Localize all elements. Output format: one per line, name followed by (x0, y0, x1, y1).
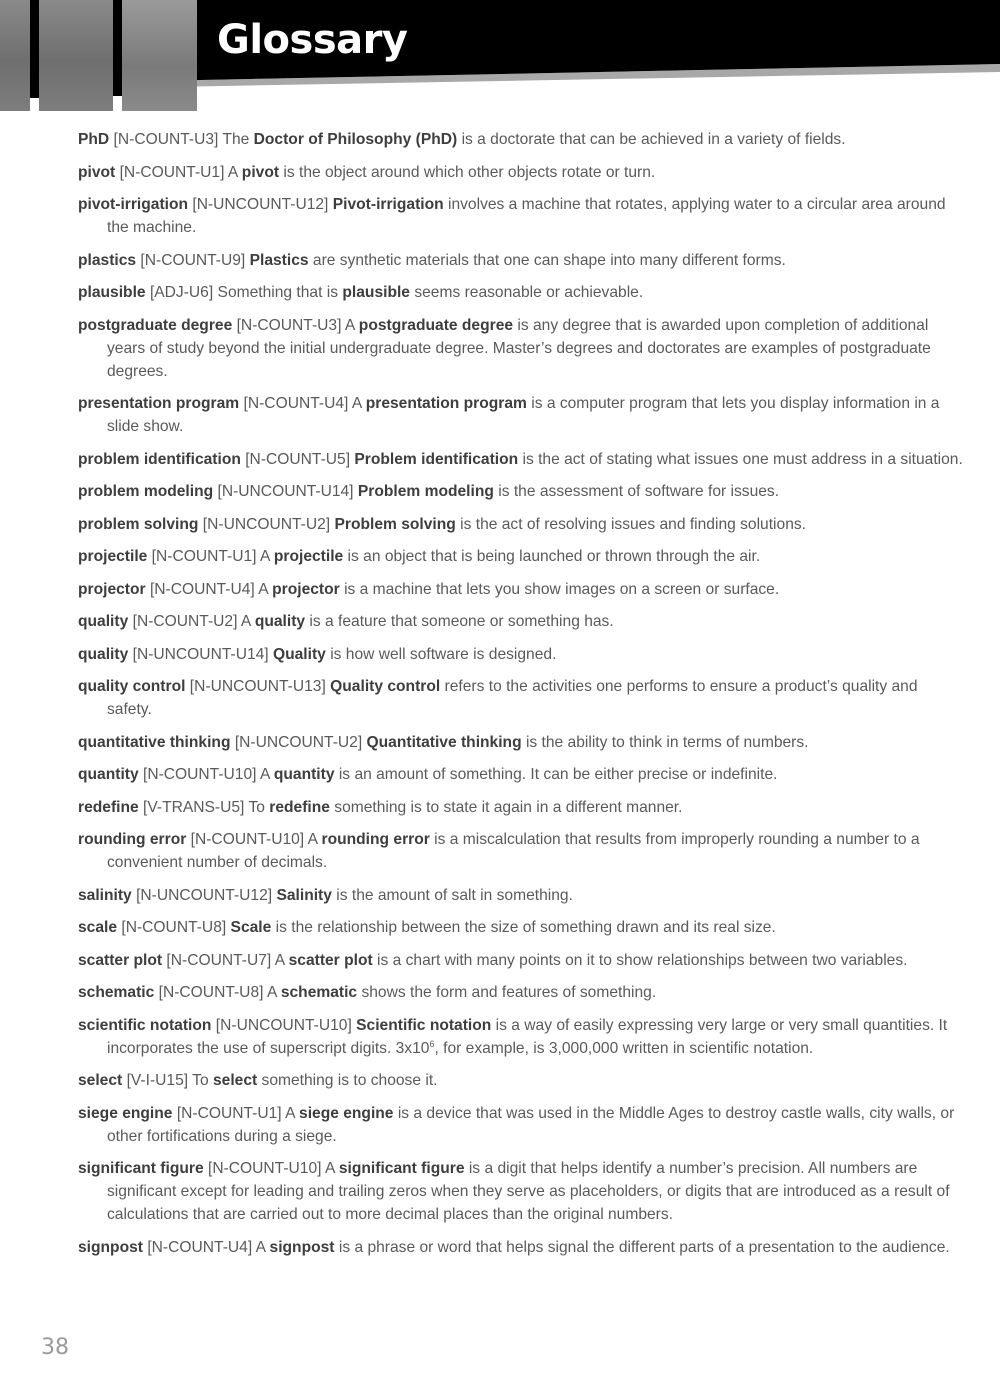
definition-text: is the object around which other objects rotate or turn. (283, 163, 656, 181)
glossary-entry (78, 731, 963, 754)
glossary-term: presentation program (78, 395, 240, 412)
glossary-entry (78, 1014, 963, 1060)
definition-text: something is to state it again in a different manner. (334, 798, 683, 816)
definition-keyword: Problem solving (334, 515, 456, 533)
glossary-entry (78, 796, 963, 819)
definition-keyword: siege engine (299, 1104, 394, 1122)
part-of-speech-tag: [N-UNCOUNT-U14] (217, 483, 354, 500)
part-of-speech-tag: [N-COUNT-U1] (176, 1104, 282, 1122)
part-of-speech-tag: [N-UNCOUNT-U2] (234, 733, 363, 751)
definition-text: is a doctorate that can be achieved in a variety of fields. (461, 131, 846, 148)
glossary-term: select (78, 1072, 123, 1089)
definition-keyword: quality (254, 613, 306, 630)
glossary-entry (78, 578, 963, 601)
header-stripe-gap (30, 0, 39, 98)
definition-text: is the amount of salt in something. (336, 886, 573, 904)
definition-keyword: pivot (241, 163, 280, 181)
glossary-entry (78, 610, 963, 633)
glossary-term: pivot (78, 163, 116, 181)
glossary-list (78, 128, 963, 1268)
part-of-speech-tag: [N-COUNT-U10] (142, 766, 257, 783)
glossary-entry (78, 1157, 963, 1226)
definition-keyword: select (212, 1072, 258, 1089)
glossary-entry (78, 513, 963, 536)
glossary-entry (78, 1069, 963, 1092)
definition-text: is a phrase or word that helps signal the different parts of a presentation to the audience. (338, 1238, 950, 1256)
glossary-term: scatter plot (78, 951, 163, 969)
definition-keyword: redefine (269, 798, 330, 816)
glossary-entry (78, 193, 963, 239)
header-stripe-gap (113, 0, 122, 96)
glossary-entry (78, 675, 963, 721)
glossary-term: problem modeling (78, 483, 214, 500)
glossary-entry (78, 884, 963, 907)
glossary-entry (78, 763, 963, 786)
part-of-speech-tag: [N-COUNT-U1] (119, 163, 225, 181)
definition-text: is a feature that someone or something has. (309, 613, 614, 630)
part-of-speech-tag: [N-COUNT-U9] (140, 251, 246, 269)
definition-text: refers to the activities one performs to ensure a product’s quality and safety. (107, 678, 918, 718)
glossary-entry (78, 545, 963, 568)
definition-text: is a way of easily expressing very large or very small quantities. It incorporates the use of superscript digits. 3x10 (107, 1016, 948, 1057)
definition-text: involves a machine that rotates, applying water to a circular area around the machine. (107, 196, 946, 236)
glossary-term: projectile (78, 548, 148, 565)
page-title: Glossary (217, 17, 408, 63)
part-of-speech-tag: [V-I-U15] (126, 1072, 189, 1089)
part-of-speech-tag: [N-UNCOUNT-U10] (215, 1016, 352, 1034)
glossary-entry (78, 448, 963, 471)
glossary-entry (78, 161, 963, 184)
glossary-term: schematic (78, 984, 155, 1001)
definition-keyword: scatter plot (288, 951, 373, 969)
glossary-entry (78, 281, 963, 304)
definition-keyword: schematic (280, 984, 358, 1001)
definition-text: are synthetic materials that one can shape into many different forms. (312, 251, 786, 269)
definition-keyword: Quality control (330, 678, 441, 695)
glossary-term: redefine (78, 798, 139, 816)
glossary-term: projector (78, 580, 146, 598)
glossary-term: problem identification (78, 450, 241, 468)
definition-text: is the ability to think in terms of numbers. (525, 733, 809, 751)
glossary-term: scale (78, 919, 118, 936)
part-of-speech-tag: [N-COUNT-U1] (151, 548, 257, 565)
definition-text: is the act of stating what issues one must address in a situation. (522, 450, 963, 468)
glossary-term: postgraduate degree (78, 316, 233, 334)
part-of-speech-tag: [N-COUNT-U8] (158, 984, 264, 1001)
glossary-entry (78, 1236, 963, 1259)
glossary-term: quality (78, 645, 129, 663)
glossary-entry (78, 981, 963, 1004)
part-of-speech-tag: [ADJ-U6] (149, 284, 214, 301)
definition-text: is the relationship between the size of something drawn and its real size. (275, 919, 776, 936)
definition-keyword: quantity (273, 766, 335, 783)
definition-keyword: projector (272, 580, 340, 598)
glossary-entry (78, 643, 963, 666)
part-of-speech-tag: [N-COUNT-U4] (149, 580, 255, 598)
definition-text: is any degree that is awarded upon completion of additional years of study beyond the initial undergraduate degree. Master’s degrees and doctorates are examples of postgraduate degrees. (107, 316, 931, 380)
definition-keyword: Problem identification (354, 450, 519, 468)
part-of-speech-tag: [N-COUNT-U2] (132, 613, 238, 630)
page-header (0, 0, 1000, 112)
definition-keyword: projectile (273, 548, 344, 565)
part-of-speech-tag: [V-TRANS-U5] (143, 798, 245, 816)
glossary-term: problem solving (78, 515, 199, 533)
definition-lead: A (274, 951, 285, 969)
glossary-term: pivot-irrigation (78, 196, 189, 213)
glossary-entry (78, 480, 963, 503)
definition-text: seems reasonable or achievable. (414, 284, 644, 301)
definition-keyword: Quantitative thinking (366, 733, 522, 751)
definition-keyword: significant figure (338, 1160, 465, 1177)
definition-text: is a miscalculation that results from improperly rounding a number to a convenient number of decimals. (107, 831, 920, 871)
header-stripe (39, 0, 113, 111)
definition-keyword: Scientific notation (356, 1016, 492, 1034)
definition-text: is a chart with many points on it to show relationships between two variables. (377, 951, 908, 969)
definition-lead: To (248, 798, 265, 816)
definition-text: is a digit that helps identify a number’s precision. All numbers are significant except for leading and trailing zeros when they serve as placeholders, or digits that are introduced as a result of calculations that are carried out to more decimal places than the original numbers. (107, 1160, 950, 1223)
definition-text: is the assessment of software for issues. (498, 483, 780, 500)
glossary-term: PhD (78, 131, 110, 148)
glossary-term: plausible (78, 284, 146, 301)
definition-text: is the act of resolving issues and finding solutions. (460, 515, 806, 533)
glossary-term: signpost (78, 1238, 143, 1256)
definition-text: is how well software is designed. (330, 645, 557, 663)
glossary-term: rounding error (78, 831, 187, 848)
definition-text: is a machine that lets you show images on a screen or surface. (344, 580, 780, 598)
part-of-speech-tag: [N-COUNT-U3] (113, 131, 219, 148)
definition-lead: A (351, 395, 362, 412)
part-of-speech-tag: [N-COUNT-U4] (243, 395, 349, 412)
glossary-term: quantitative thinking (78, 733, 231, 751)
part-of-speech-tag: [N-UNCOUNT-U14] (132, 645, 269, 663)
definition-lead: A (307, 831, 318, 848)
definition-keyword: rounding error (321, 831, 430, 848)
part-of-speech-tag: [N-UNCOUNT-U12] (192, 196, 329, 213)
glossary-term: salinity (78, 886, 132, 904)
part-of-speech-tag: [N-COUNT-U5] (245, 450, 351, 468)
glossary-entry (78, 1102, 963, 1148)
part-of-speech-tag: [N-UNCOUNT-U13] (189, 678, 326, 695)
definition-lead: Something that is (217, 284, 339, 301)
glossary-term: quality (78, 613, 129, 630)
header-stripe (0, 0, 30, 111)
glossary-entry (78, 828, 963, 874)
definition-keyword: presentation program (365, 395, 527, 412)
part-of-speech-tag: [N-UNCOUNT-U12] (136, 886, 273, 904)
definition-lead: A (227, 163, 238, 181)
definition-keyword: postgraduate degree (358, 316, 514, 334)
glossary-entry (78, 949, 963, 972)
definition-lead: A (258, 580, 268, 598)
definition-keyword: Plastics (249, 251, 309, 269)
glossary-term: scientific notation (78, 1016, 212, 1034)
glossary-entry (78, 314, 963, 383)
glossary-entry (78, 128, 963, 151)
glossary-term: quantity (78, 766, 139, 783)
definition-keyword: plausible (342, 284, 410, 301)
definition-text: is a computer program that lets you display information in a slide show. (107, 395, 940, 435)
definition-text: shows the form and features of something. (361, 984, 657, 1001)
definition-lead: A (255, 1238, 266, 1256)
glossary-term: plastics (78, 251, 137, 269)
glossary-entry (78, 916, 963, 939)
glossary-term: siege engine (78, 1104, 173, 1122)
header-stripe (122, 0, 197, 111)
definition-text: , for example, is 3,000,000 written in scientific notation. (434, 1039, 814, 1057)
definition-text: is a device that was used in the Middle Ages to destroy castle walls, city walls, or other fortifications during a siege. (107, 1104, 955, 1145)
definition-lead: A (240, 613, 251, 630)
superscript: 6 (429, 1038, 435, 1049)
definition-lead: A (285, 1104, 295, 1122)
part-of-speech-tag: [N-COUNT-U7] (166, 951, 272, 969)
definition-lead: A (344, 316, 355, 334)
definition-lead: A (259, 766, 270, 783)
glossary-term: quality control (78, 678, 186, 695)
definition-keyword: Quality (272, 645, 326, 663)
definition-keyword: Scale (230, 919, 272, 936)
part-of-speech-tag: [N-COUNT-U10] (207, 1160, 322, 1177)
page-number: 38 (41, 1335, 69, 1360)
definition-lead: A (266, 984, 277, 1001)
glossary-entry (78, 392, 963, 438)
definition-keyword: Pivot-irrigation (332, 196, 444, 213)
glossary-term: significant figure (78, 1160, 204, 1177)
part-of-speech-tag: [N-COUNT-U3] (236, 316, 342, 334)
definition-lead: To (192, 1072, 209, 1089)
part-of-speech-tag: [N-COUNT-U8] (121, 919, 227, 936)
definition-keyword: signpost (269, 1238, 335, 1256)
definition-lead: A (324, 1160, 335, 1177)
definition-lead: A (259, 548, 270, 565)
definition-keyword: Salinity (276, 886, 332, 904)
glossary-entry (78, 249, 963, 272)
part-of-speech-tag: [N-UNCOUNT-U2] (202, 515, 331, 533)
definition-text: is an amount of something. It can be either precise or indefinite. (338, 766, 778, 783)
definition-keyword: Problem modeling (357, 483, 494, 500)
definition-lead: The (222, 131, 250, 148)
definition-text: is an object that is being launched or thrown through the air. (347, 548, 761, 565)
part-of-speech-tag: [N-COUNT-U10] (190, 831, 305, 848)
part-of-speech-tag: [N-COUNT-U4] (147, 1238, 253, 1256)
definition-text: something is to choose it. (261, 1072, 438, 1089)
definition-keyword: Doctor of Philosophy (PhD) (253, 131, 458, 148)
